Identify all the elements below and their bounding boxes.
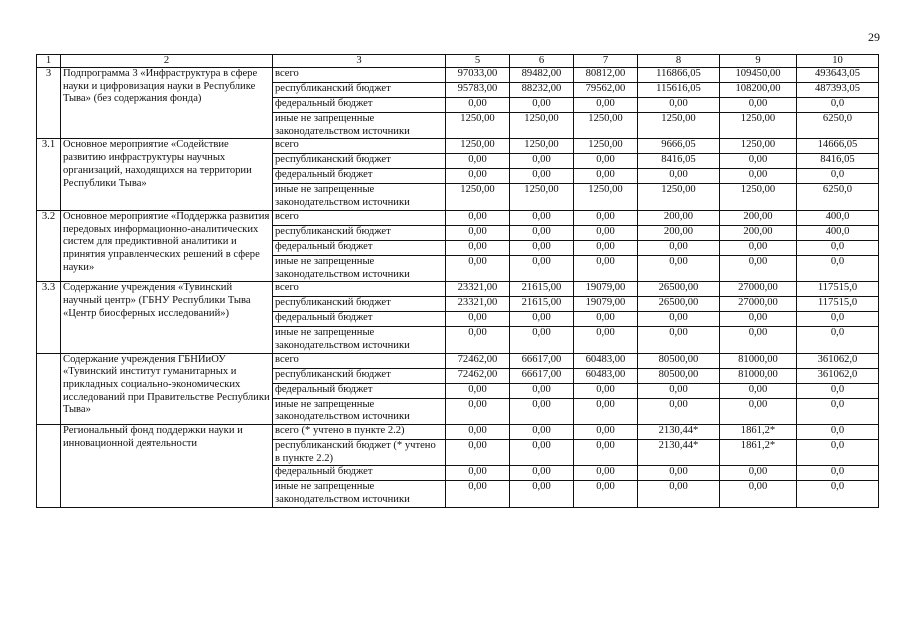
amount-cell: 1250,00 bbox=[510, 184, 574, 210]
table-row bbox=[37, 68, 879, 83]
amount-cell: 8416,05 bbox=[638, 154, 720, 169]
funding-source: иные не запрещенные законодательством источники bbox=[273, 398, 446, 424]
amount-cell: 0,00 bbox=[720, 466, 797, 481]
funding-source: иные не запрещенные законодательством источники bbox=[273, 255, 446, 281]
amount-cell: 0,00 bbox=[510, 398, 574, 424]
amount-cell: 0,0 bbox=[797, 398, 879, 424]
amount-cell: 23321,00 bbox=[446, 282, 510, 297]
column-header: 2 bbox=[61, 55, 273, 68]
amount-cell: 66617,00 bbox=[510, 353, 574, 368]
amount-cell: 0,00 bbox=[638, 98, 720, 113]
amount-cell: 80500,00 bbox=[638, 353, 720, 368]
amount-cell: 0,00 bbox=[574, 383, 638, 398]
amount-cell: 0,00 bbox=[720, 98, 797, 113]
section-number: 3.1 bbox=[37, 139, 61, 210]
amount-cell: 0,00 bbox=[446, 425, 510, 440]
amount-cell: 0,00 bbox=[510, 240, 574, 255]
amount-cell: 0,00 bbox=[720, 169, 797, 184]
section-number: 3.3 bbox=[37, 282, 61, 353]
amount-cell: 97033,00 bbox=[446, 68, 510, 83]
amount-cell: 1250,00 bbox=[574, 113, 638, 139]
amount-cell: 19079,00 bbox=[574, 297, 638, 312]
funding-source: республиканский бюджет bbox=[273, 83, 446, 98]
amount-cell: 0,00 bbox=[638, 240, 720, 255]
amount-cell: 0,00 bbox=[510, 327, 574, 353]
amount-cell: 0,00 bbox=[638, 398, 720, 424]
amount-cell: 117515,0 bbox=[797, 297, 879, 312]
funding-source: всего bbox=[273, 68, 446, 83]
amount-cell: 200,00 bbox=[720, 210, 797, 225]
amount-cell: 1250,00 bbox=[638, 184, 720, 210]
amount-cell: 0,00 bbox=[510, 210, 574, 225]
amount-cell: 66617,00 bbox=[510, 368, 574, 383]
amount-cell: 0,00 bbox=[638, 481, 720, 507]
amount-cell: 26500,00 bbox=[638, 282, 720, 297]
amount-cell: 0,00 bbox=[446, 169, 510, 184]
funding-source: иные не запрещенные законодательством источники bbox=[273, 327, 446, 353]
amount-cell: 0,0 bbox=[797, 383, 879, 398]
amount-cell: 1250,00 bbox=[510, 113, 574, 139]
amount-cell: 0,00 bbox=[446, 481, 510, 507]
amount-cell: 0,00 bbox=[510, 383, 574, 398]
amount-cell: 0,00 bbox=[446, 210, 510, 225]
amount-cell: 8416,05 bbox=[797, 154, 879, 169]
column-header: 7 bbox=[574, 55, 638, 68]
amount-cell: 0,00 bbox=[510, 440, 574, 466]
amount-cell: 1861,2* bbox=[720, 440, 797, 466]
column-header: 1 bbox=[37, 55, 61, 68]
table-row bbox=[37, 353, 879, 368]
amount-cell: 1250,00 bbox=[446, 139, 510, 154]
amount-cell: 200,00 bbox=[720, 225, 797, 240]
amount-cell: 0,00 bbox=[510, 425, 574, 440]
amount-cell: 487393,05 bbox=[797, 83, 879, 98]
funding-source: федеральный бюджет bbox=[273, 240, 446, 255]
amount-cell: 27000,00 bbox=[720, 282, 797, 297]
amount-cell: 81000,00 bbox=[720, 353, 797, 368]
funding-source: иные не запрещенные законодательством источники bbox=[273, 184, 446, 210]
amount-cell: 116866,05 bbox=[638, 68, 720, 83]
amount-cell: 0,00 bbox=[574, 98, 638, 113]
funding-source: республиканский бюджет (* учтено в пункте 2.2) bbox=[273, 440, 446, 466]
column-header: 10 bbox=[797, 55, 879, 68]
column-header: 9 bbox=[720, 55, 797, 68]
amount-cell: 0,00 bbox=[574, 466, 638, 481]
amount-cell: 21615,00 bbox=[510, 297, 574, 312]
funding-source: республиканский бюджет bbox=[273, 154, 446, 169]
amount-cell: 0,00 bbox=[574, 440, 638, 466]
table-row bbox=[37, 210, 879, 225]
amount-cell: 0,00 bbox=[638, 383, 720, 398]
amount-cell: 60483,00 bbox=[574, 368, 638, 383]
amount-cell: 200,00 bbox=[638, 210, 720, 225]
amount-cell: 1250,00 bbox=[446, 184, 510, 210]
amount-cell: 0,00 bbox=[574, 210, 638, 225]
amount-cell: 0,00 bbox=[446, 312, 510, 327]
budget-table bbox=[36, 54, 879, 508]
amount-cell: 0,00 bbox=[574, 312, 638, 327]
amount-cell: 88232,00 bbox=[510, 83, 574, 98]
amount-cell: 2130,44* bbox=[638, 425, 720, 440]
section-title: Содержание учреждения ГБНИиОУ «Тувинский институт гуманитарных и прикладных социально-экономических исследований при Правительстве Республики Тыва» bbox=[61, 353, 273, 424]
amount-cell: 0,00 bbox=[638, 327, 720, 353]
amount-cell: 0,00 bbox=[510, 481, 574, 507]
column-number-row bbox=[37, 55, 879, 68]
funding-source: республиканский бюджет bbox=[273, 225, 446, 240]
section-number: 3 bbox=[37, 68, 61, 139]
amount-cell: 0,00 bbox=[720, 398, 797, 424]
amount-cell: 1250,00 bbox=[720, 139, 797, 154]
funding-source: всего bbox=[273, 282, 446, 297]
amount-cell: 0,0 bbox=[797, 312, 879, 327]
amount-cell: 0,00 bbox=[510, 98, 574, 113]
amount-cell: 0,00 bbox=[574, 225, 638, 240]
amount-cell: 0,0 bbox=[797, 425, 879, 440]
amount-cell: 0,00 bbox=[574, 240, 638, 255]
amount-cell: 0,00 bbox=[720, 240, 797, 255]
amount-cell: 0,00 bbox=[446, 255, 510, 281]
funding-source: федеральный бюджет bbox=[273, 383, 446, 398]
amount-cell: 0,0 bbox=[797, 440, 879, 466]
amount-cell: 0,00 bbox=[446, 327, 510, 353]
section-number: 3.2 bbox=[37, 210, 61, 281]
amount-cell: 117515,0 bbox=[797, 282, 879, 297]
amount-cell: 1250,00 bbox=[720, 184, 797, 210]
table-row bbox=[37, 282, 879, 297]
amount-cell: 0,0 bbox=[797, 240, 879, 255]
amount-cell: 0,00 bbox=[510, 255, 574, 281]
funding-source: иные не запрещенные законодательством источники bbox=[273, 113, 446, 139]
amount-cell: 14666,05 bbox=[797, 139, 879, 154]
amount-cell: 27000,00 bbox=[720, 297, 797, 312]
amount-cell: 0,00 bbox=[446, 466, 510, 481]
amount-cell: 0,0 bbox=[797, 169, 879, 184]
amount-cell: 21615,00 bbox=[510, 282, 574, 297]
column-header: 6 bbox=[510, 55, 574, 68]
amount-cell: 0,00 bbox=[446, 440, 510, 466]
column-header: 3 bbox=[273, 55, 446, 68]
amount-cell: 60483,00 bbox=[574, 353, 638, 368]
amount-cell: 0,00 bbox=[574, 425, 638, 440]
section-title: Содержание учреждения «Тувинский научный центр» (ГБНУ Республики Тыва «Центр биосферных исследований») bbox=[61, 282, 273, 353]
amount-cell: 89482,00 bbox=[510, 68, 574, 83]
amount-cell: 1250,00 bbox=[574, 139, 638, 154]
funding-source: иные не запрещенные законодательством источники bbox=[273, 481, 446, 507]
amount-cell: 0,00 bbox=[574, 154, 638, 169]
amount-cell: 26500,00 bbox=[638, 297, 720, 312]
amount-cell: 0,00 bbox=[638, 169, 720, 184]
amount-cell: 1250,00 bbox=[574, 184, 638, 210]
amount-cell: 0,0 bbox=[797, 327, 879, 353]
amount-cell: 400,0 bbox=[797, 210, 879, 225]
funding-source: всего bbox=[273, 353, 446, 368]
amount-cell: 79562,00 bbox=[574, 83, 638, 98]
amount-cell: 19079,00 bbox=[574, 282, 638, 297]
amount-cell: 115616,05 bbox=[638, 83, 720, 98]
funding-source: всего bbox=[273, 210, 446, 225]
amount-cell: 1861,2* bbox=[720, 425, 797, 440]
amount-cell: 0,00 bbox=[510, 225, 574, 240]
amount-cell: 2130,44* bbox=[638, 440, 720, 466]
funding-source: республиканский бюджет bbox=[273, 297, 446, 312]
amount-cell: 0,00 bbox=[510, 312, 574, 327]
table-row bbox=[37, 139, 879, 154]
column-header: 5 bbox=[446, 55, 510, 68]
amount-cell: 9666,05 bbox=[638, 139, 720, 154]
funding-source: федеральный бюджет bbox=[273, 169, 446, 184]
amount-cell: 0,00 bbox=[574, 255, 638, 281]
amount-cell: 0,00 bbox=[446, 240, 510, 255]
amount-cell: 0,0 bbox=[797, 481, 879, 507]
amount-cell: 0,00 bbox=[446, 225, 510, 240]
section-title: Подпрограмма 3 «Инфраструктура в сфере науки и цифровизация науки в Республике Тыва» (без содержания фонда) bbox=[61, 68, 273, 139]
amount-cell: 0,00 bbox=[720, 154, 797, 169]
funding-source: всего (* учтено в пункте 2.2) bbox=[273, 425, 446, 440]
amount-cell: 1250,00 bbox=[510, 139, 574, 154]
funding-source: республиканский бюджет bbox=[273, 368, 446, 383]
amount-cell: 0,00 bbox=[446, 154, 510, 169]
amount-cell: 0,00 bbox=[574, 398, 638, 424]
amount-cell: 0,0 bbox=[797, 98, 879, 113]
amount-cell: 361062,0 bbox=[797, 368, 879, 383]
amount-cell: 95783,00 bbox=[446, 83, 510, 98]
amount-cell: 72462,00 bbox=[446, 353, 510, 368]
section-number bbox=[37, 425, 61, 508]
amount-cell: 6250,0 bbox=[797, 113, 879, 139]
amount-cell: 72462,00 bbox=[446, 368, 510, 383]
amount-cell: 0,00 bbox=[638, 312, 720, 327]
amount-cell: 0,00 bbox=[720, 383, 797, 398]
amount-cell: 0,00 bbox=[720, 312, 797, 327]
amount-cell: 0,0 bbox=[797, 255, 879, 281]
table-row bbox=[37, 425, 879, 440]
amount-cell: 493643,05 bbox=[797, 68, 879, 83]
amount-cell: 0,00 bbox=[446, 98, 510, 113]
amount-cell: 0,00 bbox=[510, 169, 574, 184]
amount-cell: 0,00 bbox=[574, 169, 638, 184]
amount-cell: 200,00 bbox=[638, 225, 720, 240]
amount-cell: 0,00 bbox=[510, 154, 574, 169]
funding-source: всего bbox=[273, 139, 446, 154]
amount-cell: 109450,00 bbox=[720, 68, 797, 83]
amount-cell: 0,00 bbox=[720, 327, 797, 353]
amount-cell: 23321,00 bbox=[446, 297, 510, 312]
amount-cell: 1250,00 bbox=[446, 113, 510, 139]
funding-source: федеральный бюджет bbox=[273, 98, 446, 113]
amount-cell: 0,00 bbox=[446, 398, 510, 424]
section-title: Региональный фонд поддержки науки и инновационной деятельности bbox=[61, 425, 273, 508]
amount-cell: 6250,0 bbox=[797, 184, 879, 210]
amount-cell: 108200,00 bbox=[720, 83, 797, 98]
section-title: Основное мероприятие «Поддержка развития передовых информационно-аналитических систем для предиктивной аналитики и принятия управленческих решений в сфере науки» bbox=[61, 210, 273, 281]
amount-cell: 0,00 bbox=[510, 466, 574, 481]
column-header: 8 bbox=[638, 55, 720, 68]
amount-cell: 0,00 bbox=[446, 383, 510, 398]
amount-cell: 400,0 bbox=[797, 225, 879, 240]
amount-cell: 1250,00 bbox=[638, 113, 720, 139]
amount-cell: 0,00 bbox=[638, 466, 720, 481]
amount-cell: 361062,0 bbox=[797, 353, 879, 368]
amount-cell: 0,00 bbox=[574, 481, 638, 507]
section-number bbox=[37, 353, 61, 424]
funding-source: федеральный бюджет bbox=[273, 466, 446, 481]
amount-cell: 0,00 bbox=[574, 327, 638, 353]
amount-cell: 0,0 bbox=[797, 466, 879, 481]
amount-cell: 0,00 bbox=[638, 255, 720, 281]
amount-cell: 0,00 bbox=[720, 481, 797, 507]
page-number: 29 bbox=[868, 30, 880, 44]
amount-cell: 1250,00 bbox=[720, 113, 797, 139]
amount-cell: 81000,00 bbox=[720, 368, 797, 383]
amount-cell: 80812,00 bbox=[574, 68, 638, 83]
amount-cell: 80500,00 bbox=[638, 368, 720, 383]
funding-source: федеральный бюджет bbox=[273, 312, 446, 327]
section-title: Основное мероприятие «Содействие развитию инфраструктуры научных организаций, находящихся на территории Республики Тыва» bbox=[61, 139, 273, 210]
amount-cell: 0,00 bbox=[720, 255, 797, 281]
